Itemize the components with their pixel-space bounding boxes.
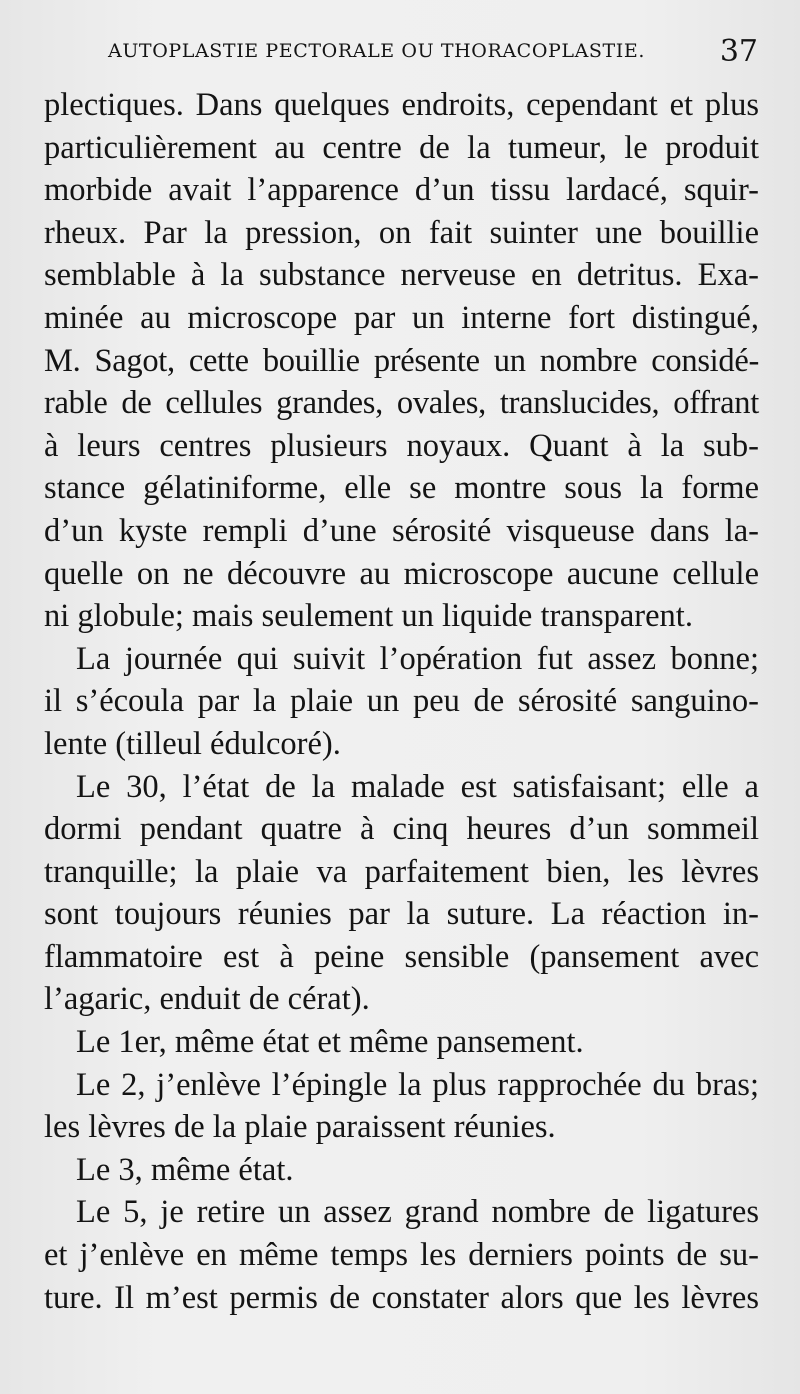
text-line: minée au microscope par un interne fort distingué, — [44, 299, 759, 336]
page-header — [108, 34, 758, 74]
page-number: 37 — [719, 34, 758, 69]
text-line: stance gélatiniforme, elle se montre sous la forme — [44, 470, 759, 507]
text-line: M. Sagot, cette bouillie présente un nombre considé- — [44, 342, 759, 379]
text-line: à leurs centres plusieurs noyaux. Quant à la sub- — [44, 427, 759, 464]
text-line: il s’écoula par la plaie un peu de sérosité sanguino- — [44, 683, 759, 720]
text-line: Le 30, l’état de la malade est satisfaisant; elle a — [76, 768, 759, 805]
text-line: Le 5, je retire un assez grand nombre de ligatures — [76, 1194, 759, 1231]
running-title: AUTOPLASTIE PECTORALE OU THORACOPLASTIE. — [108, 40, 646, 62]
text-line: La journée qui suivit l’opération fut assez bonne; — [76, 640, 759, 677]
text-line: Le 3, même état. — [76, 1151, 294, 1188]
text-line: flammatoire est à peine sensible (pansement avec — [44, 938, 759, 975]
text-line: morbide avait l’apparence d’un tissu lardacé, squir- — [44, 172, 759, 209]
text-line: quelle on ne découvre au microscope aucune cellule — [44, 555, 759, 592]
text-line: les lèvres de la plaie paraissent réunies. — [44, 1109, 556, 1146]
text-line: l’agaric, enduit de cérat). — [44, 981, 370, 1018]
text-line: et j’enlève en même temps les derniers points de su- — [44, 1237, 759, 1274]
text-line: rable de cellules grandes, ovales, translucides, offrant — [44, 385, 759, 422]
text-line: sont toujours réunies par la suture. La réaction in- — [44, 896, 759, 933]
text-line: Le 1er, même état et même pansement. — [76, 1024, 584, 1061]
body-text — [44, 84, 759, 1319]
text-line: ture. Il m’est permis de constater alors que les lèvres — [44, 1279, 759, 1316]
text-line: ni globule; mais seulement un liquide transparent. — [44, 598, 693, 635]
text-line: particulièrement au centre de la tumeur, le produit — [44, 129, 759, 166]
text-line: plectiques. Dans quelques endroits, cependant et plus — [44, 87, 759, 123]
text-line: tranquille; la plaie va parfaitement bien, les lèvres — [44, 853, 759, 890]
text-line: d’un kyste rempli d’une sérosité visqueuse dans la- — [44, 512, 759, 549]
text-line: semblable à la substance nerveuse en detritus. Exa- — [44, 257, 759, 294]
text-line: Le 2, j’enlève l’épingle la plus rapprochée du bras; — [76, 1066, 759, 1103]
text-line: rheux. Par la pression, on fait suinter une bouillie — [44, 214, 759, 251]
text-line: lente (tilleul édulcoré). — [44, 725, 341, 762]
text-line: dormi pendant quatre à cinq heures d’un sommeil — [44, 811, 759, 848]
